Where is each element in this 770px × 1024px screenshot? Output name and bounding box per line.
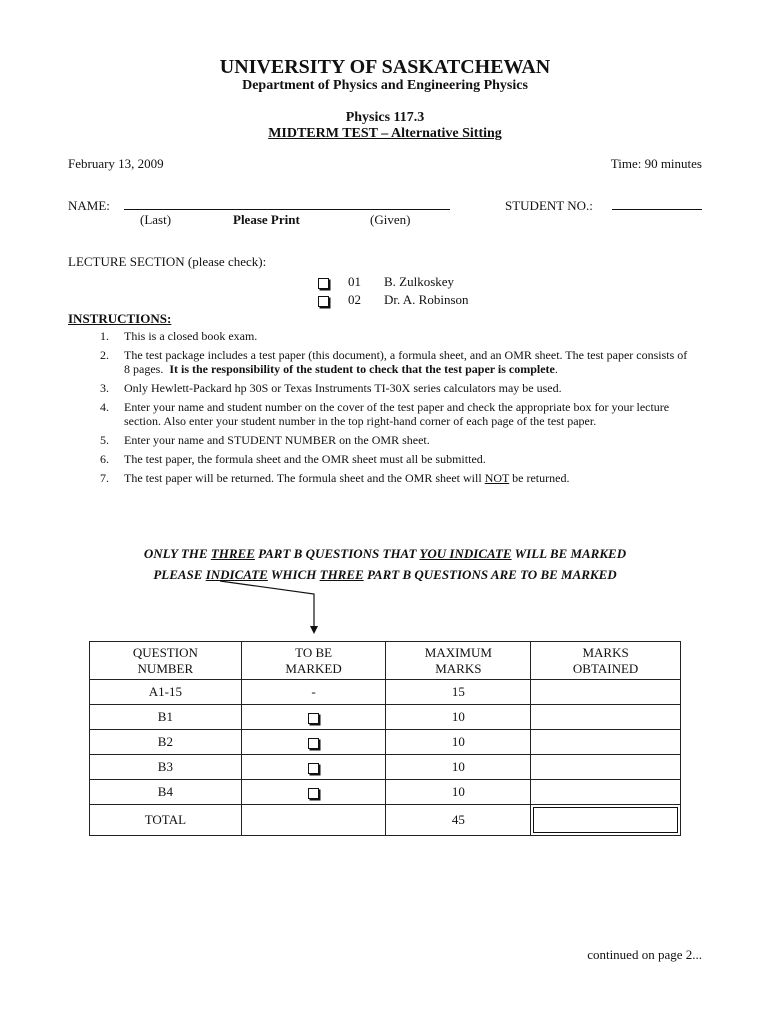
header-maximum-marks: MAXIMUM MARKS — [386, 642, 531, 680]
name-input-line[interactable] — [124, 198, 450, 210]
max-marks-cell: 15 — [386, 680, 531, 705]
exam-title: MIDTERM TEST – Alternative Sitting — [268, 126, 502, 141]
question-number-cell: TOTAL — [90, 805, 242, 836]
list-item: 2. The test package includes a test paper (this document), a formula sheet, and an OMR sheet. The test paper consists of 8 pages. It is the responsibility of the student to check that the test paper is complete. — [100, 348, 688, 376]
question-number-cell: B2 — [90, 730, 242, 755]
marks-obtained-cell[interactable] — [531, 680, 681, 705]
checkbox-icon[interactable] — [308, 763, 319, 774]
continued-note: continued on page 2... — [587, 947, 702, 962]
to-be-marked-cell — [241, 705, 386, 730]
max-marks-cell: 10 — [386, 780, 531, 805]
table-total-row — [90, 805, 681, 836]
max-marks-cell: 10 — [386, 755, 531, 780]
table-row — [90, 730, 681, 755]
course-title: Physics 117.3 — [345, 110, 425, 125]
marks-obtained-cell[interactable] — [531, 705, 681, 730]
to-be-marked-cell — [241, 755, 386, 780]
marks-table — [89, 641, 681, 836]
table-row — [90, 755, 681, 780]
exam-date: February 13, 2009 — [68, 156, 164, 171]
max-marks-cell: 45 — [386, 805, 531, 836]
lecture-code: 02 — [348, 292, 361, 307]
checkbox-icon[interactable] — [308, 713, 319, 724]
checkbox-icon[interactable] — [318, 296, 329, 307]
list-item: 3. Only Hewlett-Packard hp 30S or Texas Instruments TI-30X series calculators may be used. — [100, 381, 562, 395]
notice-please-indicate: PLEASE INDICATE WHICH THREE PART B QUESTIONS ARE TO BE MARKED — [153, 567, 617, 582]
table-row — [90, 705, 681, 730]
to-be-marked-cell: - — [241, 680, 386, 705]
question-number-cell: A1-15 — [90, 680, 242, 705]
list-item: 4. Enter your name and student number on the cover of the test paper and check the appropriate box for your lecture section. Also enter your student number in the top right-hand corner of each page of the test paper. — [100, 400, 670, 428]
max-marks-cell: 10 — [386, 730, 531, 755]
question-number-cell: B1 — [90, 705, 242, 730]
table-row — [90, 680, 681, 705]
lecture-section-label: LECTURE SECTION (please check): — [68, 254, 267, 269]
to-be-marked-cell — [241, 730, 386, 755]
to-be-marked-cell — [241, 780, 386, 805]
marks-obtained-cell[interactable] — [531, 755, 681, 780]
name-print-hint: Please Print — [233, 212, 300, 227]
university-title: UNIVERSITY OF SASKATCHEWAN — [219, 56, 551, 78]
list-item: 7. The test paper will be returned. The formula sheet and the OMR sheet will NOT be returned. — [100, 471, 570, 485]
table-row — [90, 780, 681, 805]
header-to-be-marked: TO BE MARKED — [241, 642, 386, 680]
question-number-cell: B4 — [90, 780, 242, 805]
list-item: 5. Enter your name and STUDENT NUMBER on the OMR sheet. — [100, 433, 430, 447]
name-label: NAME: — [68, 198, 110, 213]
notice-only-three: ONLY THE THREE PART B QUESTIONS THAT YOU INDICATE WILL BE MARKED — [143, 546, 627, 561]
instructions-list — [96, 329, 696, 490]
marks-obtained-cell[interactable] — [531, 780, 681, 805]
name-last-hint: (Last) — [140, 212, 172, 227]
list-item: 6. The test paper, the formula sheet and the OMR sheet must all be submitted. — [100, 452, 486, 466]
instructions-heading: INSTRUCTIONS: — [68, 311, 172, 326]
max-marks-cell: 10 — [386, 705, 531, 730]
list-item: 1. This is a closed book exam. — [100, 329, 258, 343]
pointer-arrow-icon — [200, 578, 330, 638]
exam-time: Time: 90 minutes — [610, 156, 702, 171]
lecture-instructor: Dr. A. Robinson — [384, 292, 469, 307]
checkbox-icon[interactable] — [308, 788, 319, 799]
checkbox-icon[interactable] — [318, 278, 329, 289]
lecture-option-01 — [318, 274, 455, 290]
header-question-number: QUESTION NUMBER — [90, 642, 242, 680]
checkbox-icon[interactable] — [308, 738, 319, 749]
total-box[interactable] — [533, 807, 678, 833]
student-no-input-line[interactable] — [612, 198, 702, 210]
total-obtained-cell[interactable] — [531, 805, 681, 836]
lecture-instructor: B. Zulkoskey — [384, 274, 455, 289]
name-given-hint: (Given) — [370, 212, 411, 227]
lecture-code: 01 — [348, 274, 361, 289]
question-number-cell: B3 — [90, 755, 242, 780]
table-header-row — [90, 642, 681, 680]
lecture-option-02 — [318, 292, 469, 308]
marks-obtained-cell[interactable] — [531, 730, 681, 755]
department-title: Department of Physics and Engineering Physics — [242, 78, 528, 93]
student-no-label: STUDENT NO.: — [505, 198, 593, 213]
to-be-marked-cell — [241, 805, 386, 836]
header-marks-obtained: MARKS OBTAINED — [531, 642, 681, 680]
